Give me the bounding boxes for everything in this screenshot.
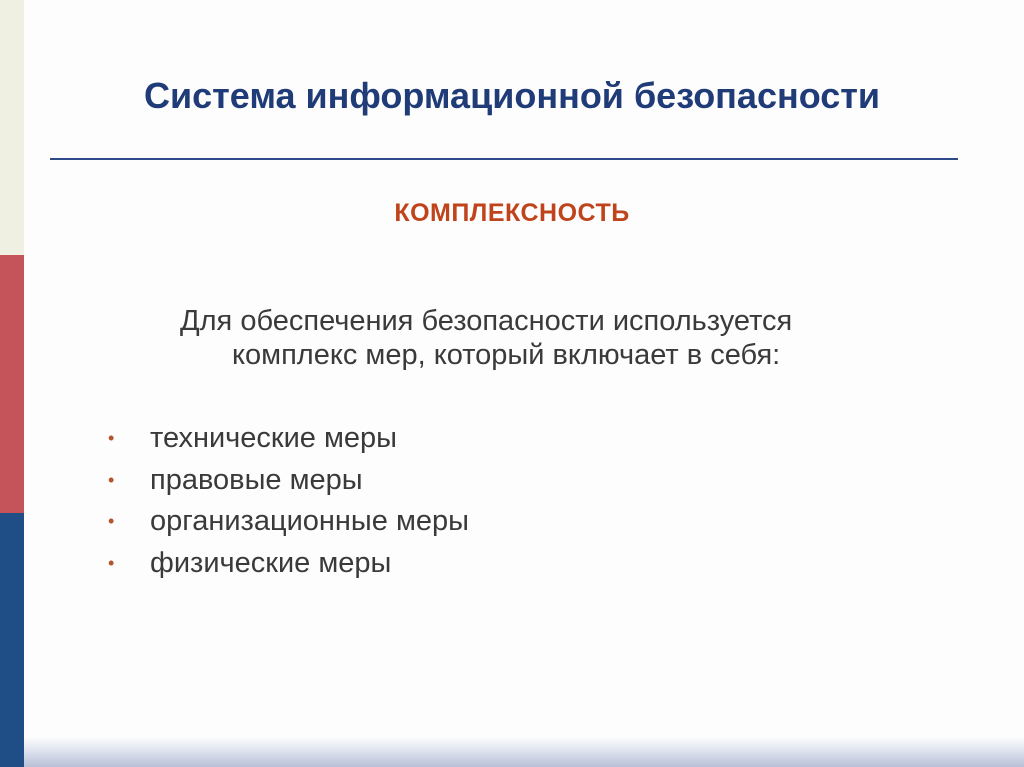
left-stripe-red bbox=[0, 255, 24, 513]
list-item bbox=[108, 460, 469, 502]
bottom-gradient-band bbox=[24, 737, 1024, 767]
title-divider bbox=[50, 158, 958, 160]
measure-label: физические меры bbox=[150, 546, 392, 579]
measures-list bbox=[108, 418, 469, 584]
intro-line-2: комплекс мер, который включает в себя: bbox=[232, 339, 781, 371]
intro-line-1: Для обеспечения безопасности используется bbox=[180, 305, 793, 337]
slide-title: Система информационной безопасности bbox=[143, 75, 881, 116]
list-item bbox=[108, 418, 469, 460]
bullet-icon: • bbox=[108, 552, 115, 573]
left-stripe-white bbox=[0, 0, 24, 255]
bullet-icon: • bbox=[108, 428, 115, 448]
measure-label: технические меры bbox=[150, 422, 398, 454]
list-item bbox=[108, 501, 469, 543]
bullet-icon: • bbox=[108, 469, 115, 490]
list-item bbox=[108, 543, 469, 585]
bullet-icon: • bbox=[108, 511, 115, 531]
slide-subtitle: КОМПЛЕКСНОСТЬ bbox=[394, 199, 630, 227]
measure-label: организационные меры bbox=[150, 505, 469, 537]
left-stripe-blue bbox=[0, 513, 24, 767]
measure-label: правовые меры bbox=[150, 463, 363, 496]
